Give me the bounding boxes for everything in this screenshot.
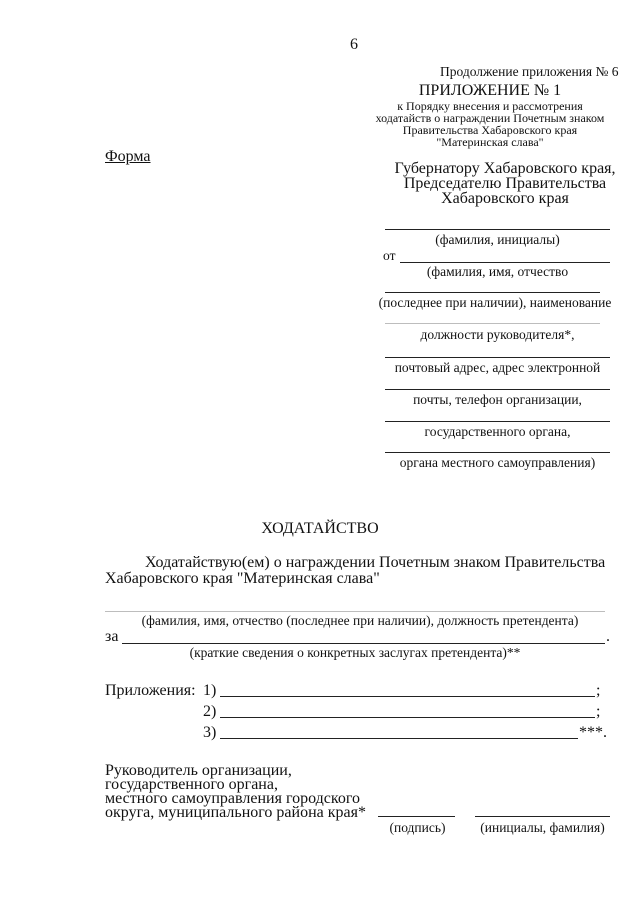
signatory-line-3: местного самоуправления городского: [105, 790, 361, 807]
for-label: за: [105, 628, 119, 645]
appendix-line-1: к Порядку внесения и рассмотрения: [397, 99, 583, 113]
sender-email-line[interactable]: [385, 389, 610, 390]
sender-initials-line[interactable]: [385, 229, 610, 230]
addressee-line-2: Председателю Правительства: [403, 175, 607, 192]
sender-state-body-line[interactable]: [385, 421, 610, 422]
merits-line[interactable]: [122, 643, 605, 644]
attachment-end-3: ***.: [579, 724, 607, 741]
appendix-title: ПРИЛОЖЕНИЕ № 1: [418, 82, 562, 99]
attachments-label: Приложения:: [105, 682, 196, 699]
attachment-line-2[interactable]: [220, 717, 595, 718]
appendix-line-3: Правительства Хабаровского края: [402, 123, 578, 137]
hint-address: почтовый адрес, адрес электронной: [394, 360, 601, 375]
form-label: Форма: [105, 148, 151, 165]
signatory-line-1: Руководитель организации,: [105, 762, 292, 779]
sender-position-line[interactable]: [385, 323, 600, 324]
hint-patronymic: (последнее при наличии), наименование: [378, 295, 612, 310]
appendix-line-4: "Материнская слава": [436, 135, 544, 149]
addressee-line-3: Хабаровского края: [441, 190, 569, 207]
initials-line[interactable]: [475, 816, 610, 817]
attachment-number-3: 3): [203, 724, 217, 741]
hint-position: должности руководителя*,: [420, 327, 575, 342]
sender-local-gov-line[interactable]: [385, 452, 610, 453]
petition-body-line-1: Ходатайствую(ем) о награждении Почетным знаком Правительства: [145, 554, 606, 571]
hint-signature: (подпись): [389, 820, 446, 835]
page-number: 6: [350, 36, 358, 53]
hint-candidate: (фамилия, имя, отчество (последнее при наличии), должность претендента): [141, 613, 579, 628]
petition-title: ХОДАТАЙСТВО: [261, 520, 379, 537]
hint-initials: (фамилия, инициалы): [435, 232, 560, 247]
continuation-note: Продолжение приложения № 6: [440, 64, 619, 79]
merits-line-end: .: [606, 628, 610, 645]
attachment-line-1[interactable]: [220, 696, 595, 697]
attachment-end-2: ;: [596, 703, 601, 720]
petition-body-line-2: Хабаровского края "Материнская слава": [105, 570, 380, 587]
attachment-number-2: 2): [203, 703, 217, 720]
hint-name: (фамилия, имя, отчество: [426, 264, 569, 279]
sender-patronymic-line[interactable]: [385, 292, 600, 293]
sender-address-line[interactable]: [385, 357, 610, 358]
attachment-number-1: 1): [203, 682, 217, 699]
addressee-line-1: Губернатору Хабаровского края,: [394, 160, 616, 177]
sender-name-line[interactable]: [400, 262, 610, 263]
appendix-line-2: ходатайств о награждении Почетным знаком: [375, 111, 605, 125]
attachment-line-3[interactable]: [220, 738, 578, 739]
hint-merits: (краткие сведения о конкретных заслугах претендента)**: [189, 645, 521, 660]
signatory-line-4: округа, муниципального района края*: [105, 804, 366, 821]
signatory-line-2: государственного органа,: [105, 776, 278, 793]
candidate-line[interactable]: [105, 611, 605, 612]
from-label: от: [383, 248, 396, 263]
attachment-end-1: ;: [596, 682, 601, 699]
hint-initials-surname: (инициалы, фамилия): [480, 820, 605, 835]
hint-local-gov: органа местного самоуправления): [399, 455, 596, 470]
signature-line[interactable]: [378, 816, 455, 817]
hint-email: почты, телефон организации,: [413, 392, 582, 407]
hint-state-body: государственного органа,: [424, 424, 571, 439]
